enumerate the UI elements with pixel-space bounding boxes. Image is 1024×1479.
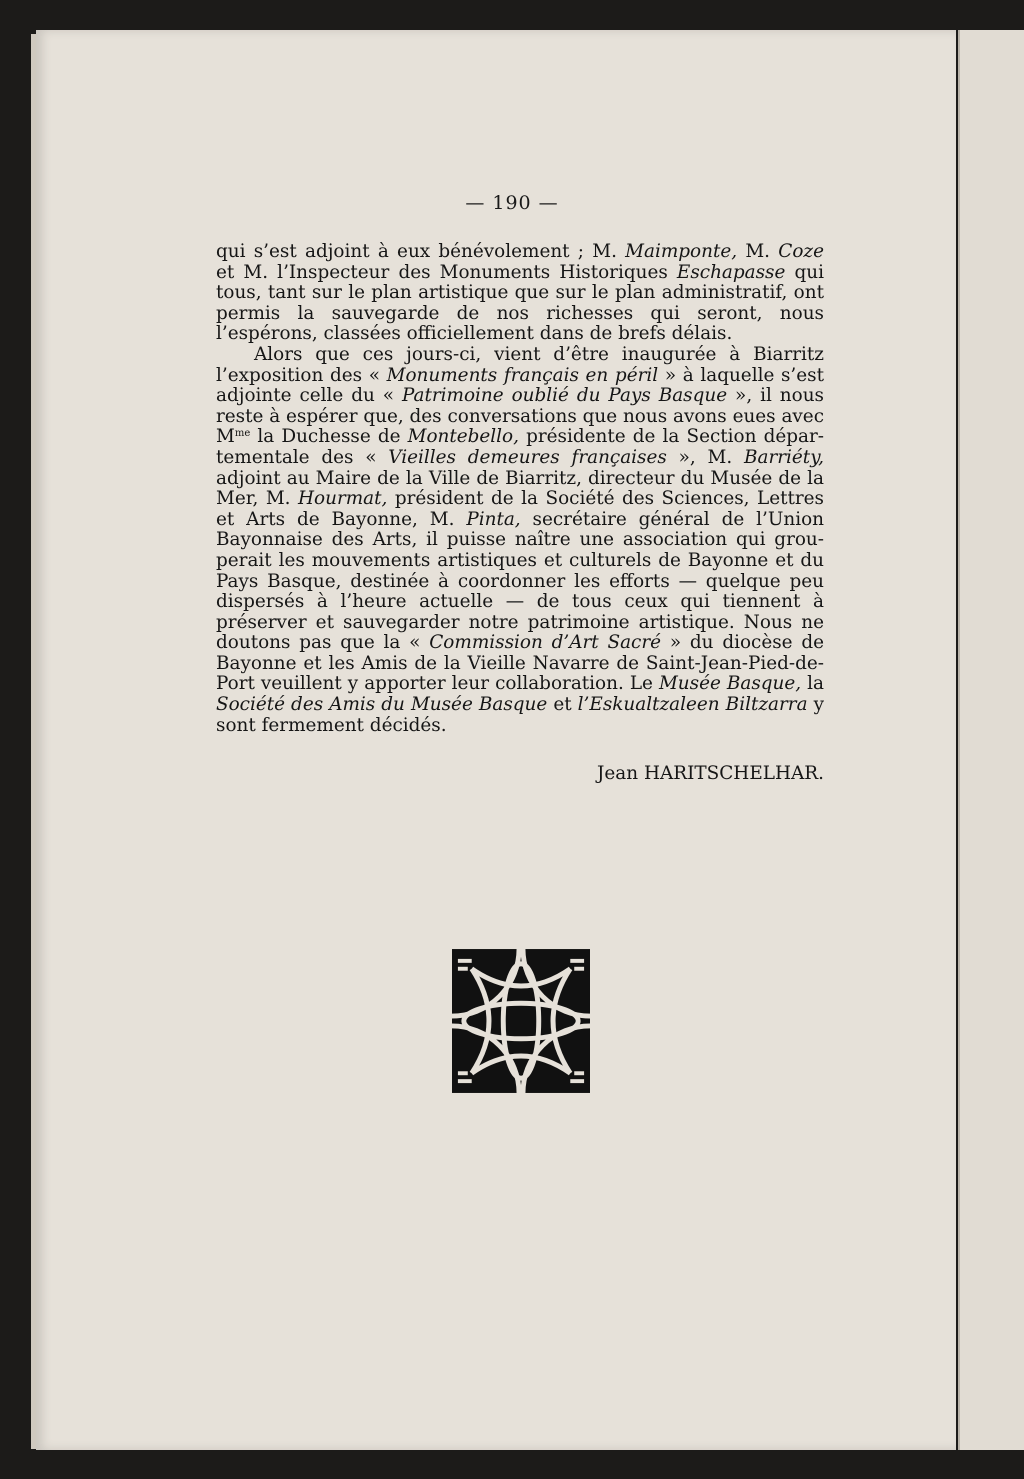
italic-title: Vieilles demeures françaises xyxy=(388,446,667,468)
text-run: et xyxy=(547,694,578,716)
text-run: et M. l’Inspecteur des Monuments Historiques xyxy=(216,261,677,283)
italic-title: Commission d’Art Sacré xyxy=(429,632,662,654)
celtic-knot-ornament-icon xyxy=(452,948,590,1094)
page-number: — 190 — xyxy=(465,192,559,214)
italic-name: Société des Amis du Musée Basque xyxy=(216,694,548,716)
italic-name: Maimponte, xyxy=(625,241,738,262)
text-run: secrétaire général de l’Union Bayonnaise des Arts, il puisse naître une association qui grouperait les mouvements artistiques et culturels de Bayonne et du Pays Basque, destinée à coordonner les efforts — quelque peu dispersés à l’heure actuelle — de tous ceux qui tiennent à préserver et sauvegarder notre patrimoine artistique. Nous ne doutons pas que la « xyxy=(216,508,824,654)
italic-name: Montebello, xyxy=(407,426,519,448)
adjacent-page xyxy=(958,30,1024,1450)
italic-title: Monuments français en péril xyxy=(386,364,659,386)
italic-name: Coze xyxy=(778,241,824,262)
text-run: présidente de la Section départementale des « xyxy=(216,426,824,468)
text-run: adjoint au Maire de la Ville de Biarritz, directeur du Musée de la Mer, M. xyxy=(216,467,824,510)
italic-name: Barriéty, xyxy=(743,446,824,468)
italic-title: Patrimoine oublié du Pays Basque xyxy=(401,385,728,407)
text-run: qui tous, tant sur le plan artistique que sur le plan administratif, ont permis la sauvegarde de nos richesses qui seront, nous l’espérons, classées officiellement dans de brefs délais. xyxy=(216,261,824,345)
body-text xyxy=(216,242,824,736)
paragraph-1 xyxy=(216,242,824,345)
text-run: la Duchesse de xyxy=(250,426,408,448)
text-run: y sont fermement décidés. xyxy=(216,694,824,736)
text-run: Alors que ces jours-ci, vient d’être inaugurée à Biarritz l’exposition des « xyxy=(216,343,824,386)
italic-name: Musée Basque, xyxy=(658,673,802,695)
paragraph-2 xyxy=(216,345,824,736)
italic-name: Hourmat, xyxy=(297,488,388,510)
text-run: », M. xyxy=(666,446,744,468)
text-run: la xyxy=(801,673,824,695)
signature: Jean HARITSCHELHAR. xyxy=(597,763,824,784)
italic-name: Eschapasse xyxy=(676,261,786,283)
text-run: qui s’est adjoint à eux bénévolement ; M. xyxy=(216,241,626,262)
text-run: président de la Société des Sciences, Lettres et Arts de Bayonne, M. xyxy=(216,488,824,530)
text-run: » du diocèse de Bayonne et les Amis de la Vieille Navarre de Saint-Jean-Pied-de-Port veuillent y apporter leur collaboration. Le xyxy=(216,632,825,695)
text-run: » à laquelle s’est adjointe celle du « xyxy=(216,364,824,407)
text-run: M. xyxy=(737,241,779,262)
italic-name: Pinta, xyxy=(466,508,521,530)
superscript: me xyxy=(234,428,251,440)
text-run: », il nous reste à espérer que, des conversations que nous avons eues avec M xyxy=(216,385,824,448)
italic-name: l’Eskualtzaleen Biltzarra xyxy=(577,694,808,716)
